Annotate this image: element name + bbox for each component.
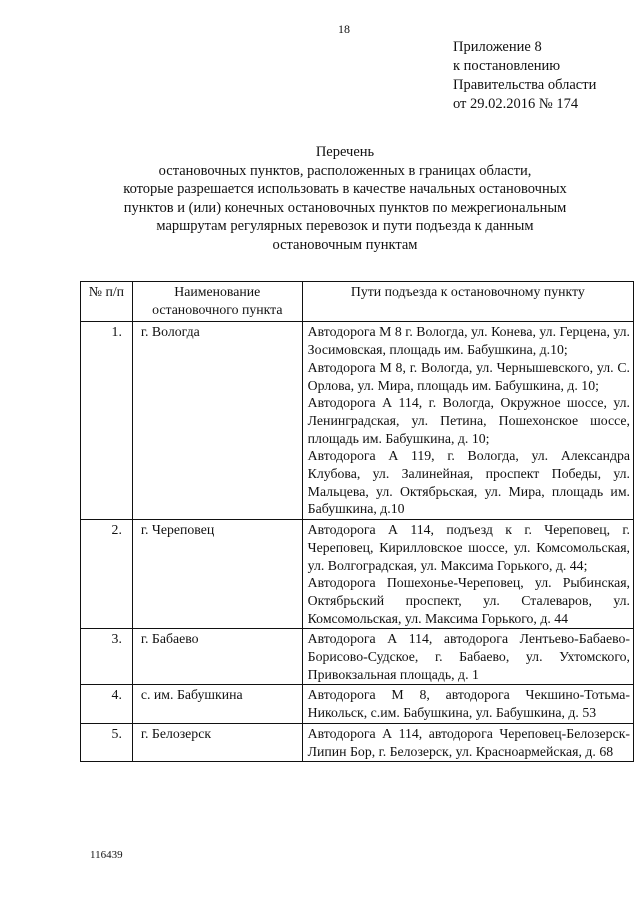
- route-text: Автодорога А 114, г. Вологда, Окружное шоссе, ул. Ленинградская, ул. Петина, Пошехонское шоссе, площадь им. Бабушкина, д. 10;: [307, 395, 630, 446]
- page-number: 18: [338, 22, 350, 36]
- table-row: [81, 629, 634, 685]
- document-title: [100, 143, 590, 254]
- route-text: Автодорога М 8 г. Вологда, ул. Конева, ул. Герцена, ул. Зосимовская, площадь им. Бабушкина, д.10;: [307, 324, 630, 358]
- footer-code: 116439: [90, 849, 123, 861]
- table-header-row: [81, 282, 634, 322]
- route-text: Автодорога А 119, г. Вологда, ул. Александра Клубова, ул. Залинейная, проспект Победы, ул. Мальцева, ул. Октябрьская, ул. Мира, площадь им. Бабушкина, д.10: [307, 448, 630, 517]
- row-num: 1.: [81, 322, 133, 520]
- row-routes: [302, 685, 633, 723]
- route-text: Автодорога М 8, автодорога Чекшино-Тотьма-Никольск, с.им. Бабушкина, ул. Бабушкина, д. 53: [307, 687, 630, 721]
- title-line-6: остановочным пунктам: [272, 236, 418, 253]
- row-num: 3.: [81, 629, 133, 685]
- header-num: № п/п: [81, 282, 133, 322]
- header-name: [132, 282, 302, 322]
- route-text: Автодорога А 114, автодорога Лентьево-Бабаево-Борисово-Судское, г. Бабаево, ул. Ухтомского, Привокзальная площадь, д. 1: [307, 631, 630, 682]
- row-routes: [302, 322, 633, 520]
- title-line-2: остановочных пунктов, расположенных в границах области,: [158, 162, 532, 179]
- route-text: Автодорога А 114, автодорога Череповец-Белозерск-Липин Бор, г. Белозерск, ул. Красноармейская, д. 68: [307, 725, 630, 759]
- row-routes: [302, 520, 633, 629]
- table-row: [81, 685, 634, 723]
- title-line-5: маршрутам регулярных перевозок и пути подъезда к данным: [156, 218, 534, 234]
- title-line-1: Перечень: [315, 144, 375, 160]
- row-routes: [302, 723, 633, 761]
- row-stop-name: с. им. Бабушкина: [132, 685, 302, 723]
- table-row: [81, 723, 634, 761]
- route-text: Автодорога М 8, г. Вологда, ул. Чернышевского, ул. С. Орлова, ул. Мира, площадь им. Бабушкина, д. 10;: [307, 359, 630, 393]
- row-stop-name: г. Белозерск: [132, 723, 302, 761]
- row-stop-name: г. Вологда: [132, 322, 302, 520]
- row-num: 4.: [81, 685, 133, 723]
- appendix-header: [453, 38, 596, 114]
- appendix-line-1: Приложение 8: [453, 39, 542, 55]
- title-line-3: которые разрешается использовать в качестве начальных остановочных: [123, 181, 567, 197]
- title-line-4: пунктов и (или) конечных остановочных пунктов по межрегиональным: [123, 199, 567, 216]
- row-num: 2.: [81, 520, 133, 629]
- row-num: 5.: [81, 723, 133, 761]
- row-stop-name: г. Череповец: [132, 520, 302, 629]
- table-row: [81, 520, 634, 629]
- row-routes: [302, 629, 633, 685]
- header-name-line-2: остановочного пункта: [152, 301, 283, 317]
- header-routes: Пути подъезда к остановочному пункту: [302, 282, 633, 322]
- stops-table: [80, 281, 634, 762]
- table-row: [81, 322, 634, 520]
- route-text: Автодорога А 114, подъезд к г. Череповец, г. Череповец, Кирилловское шоссе, ул. Комсомольская, ул. Волгоградская, ул. Максима Горького, д. 44;: [307, 522, 630, 573]
- route-text: Автодорога Пошехонье-Череповец, ул. Рыбинская, Октябрьский проспект, ул. Сталеваров, ул. Комсомольская, ул. Максима Горького, д. 44: [307, 575, 630, 626]
- appendix-line-2: к постановлению: [453, 58, 561, 74]
- header-name-line-1: Наименование: [174, 284, 261, 299]
- appendix-line-3: Правительства области: [453, 77, 597, 93]
- appendix-line-4: от 29.02.2016 № 174: [453, 96, 579, 112]
- row-stop-name: г. Бабаево: [132, 629, 302, 685]
